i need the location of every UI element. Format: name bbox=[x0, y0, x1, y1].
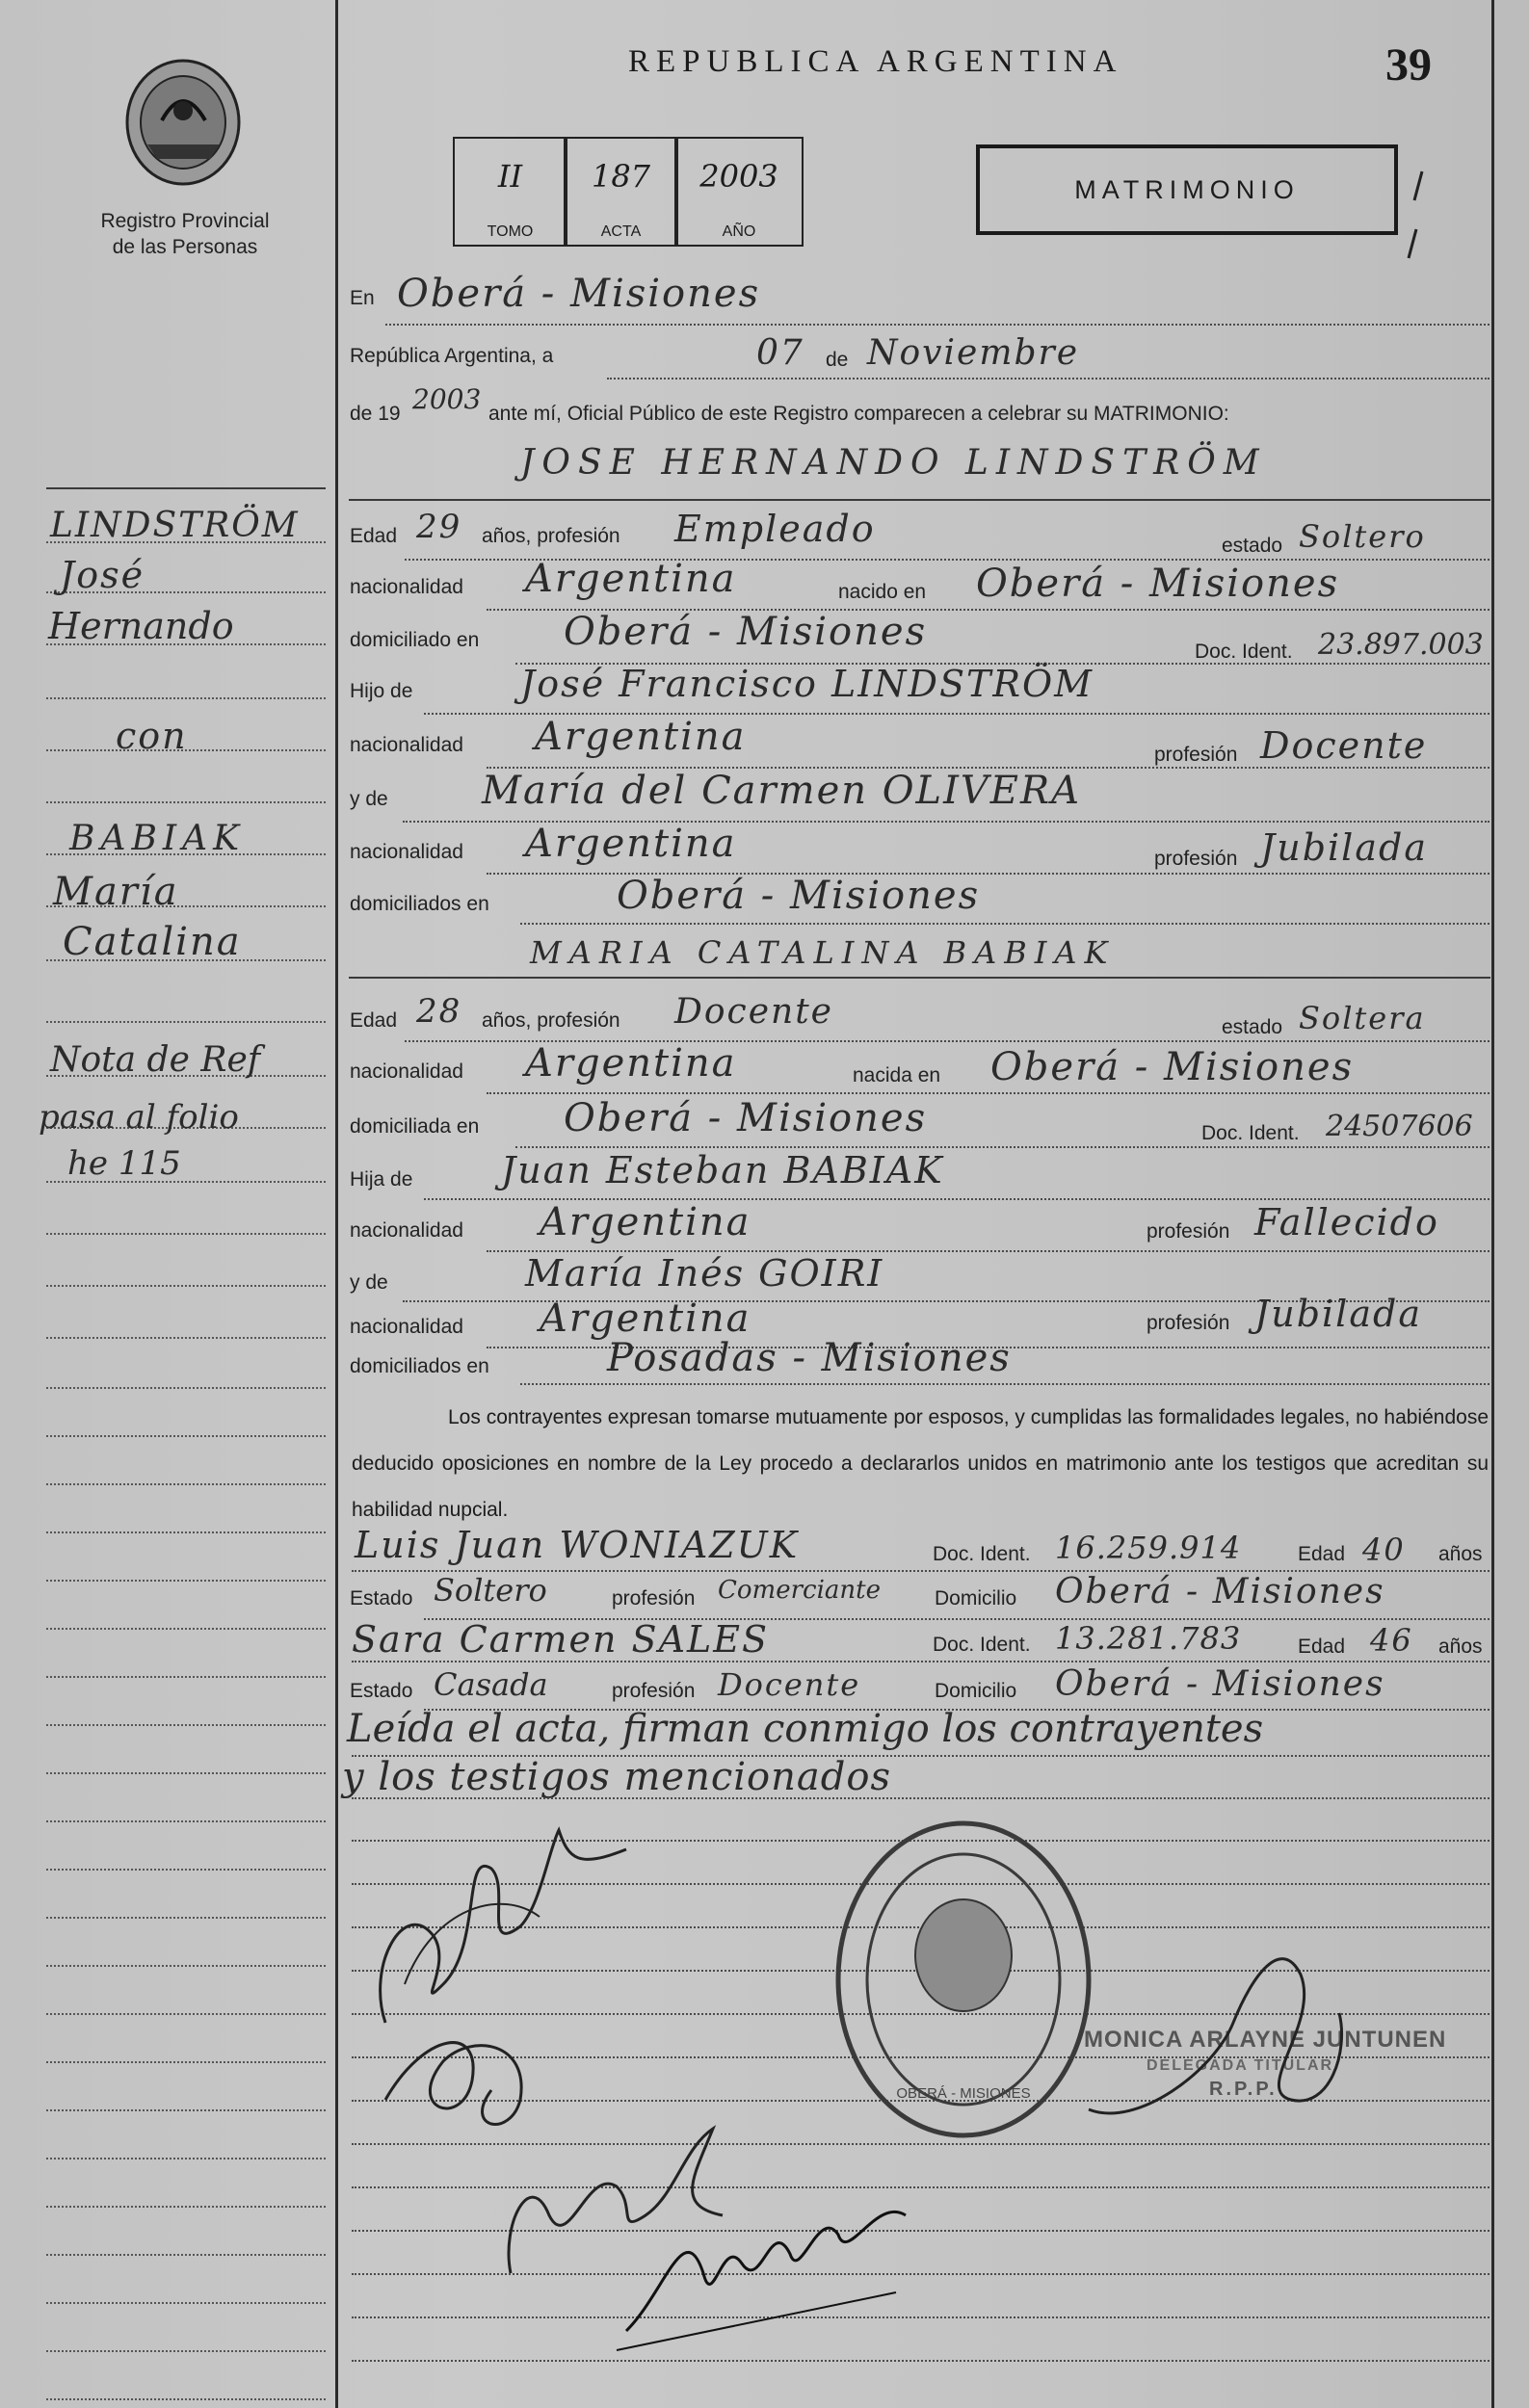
stamp-place: OBERÁ - MISIONES bbox=[896, 2085, 1031, 2102]
officer-title: DELEGADA TITULAR bbox=[1147, 2057, 1334, 2074]
witness2-age-label: Edad bbox=[1298, 1636, 1346, 1658]
acta-value: 187 bbox=[591, 158, 651, 195]
left-column-rule bbox=[335, 0, 338, 2408]
margin-groom-given1: José bbox=[60, 554, 145, 596]
officer-org: R.P.P. bbox=[1209, 2079, 1278, 2100]
bride-parents-dom-label: domiciliados en bbox=[350, 1355, 489, 1377]
groom-father-nat-label: nacionalidad bbox=[350, 734, 463, 756]
witness1-doc-label: Doc. Ident. bbox=[933, 1543, 1031, 1565]
bride-father-label: Hija de bbox=[350, 1168, 413, 1191]
bride-mother-label: y de bbox=[350, 1271, 388, 1294]
witness2-age-unit: años bbox=[1438, 1636, 1483, 1658]
signature-officer bbox=[1060, 1917, 1378, 2167]
bride-age: 28 bbox=[416, 992, 462, 1031]
acta-label: ACTA bbox=[600, 223, 642, 240]
witness1-age: 40 bbox=[1362, 1531, 1406, 1568]
groom-father-label: Hijo de bbox=[350, 680, 413, 702]
groom-father: José Francisco LINDSTRÖM bbox=[520, 663, 1094, 705]
witness2-doc: 13.281.783 bbox=[1055, 1620, 1242, 1657]
bride-profession-label: años, profesión bbox=[482, 1009, 620, 1032]
groom-profession: Empleado bbox=[674, 508, 876, 550]
officer-name: MONICA ARLAYNE JUNTUNEN bbox=[1084, 2027, 1447, 2053]
witness2-status-label: Estado bbox=[350, 1680, 413, 1702]
groom-nationality-label: nacionalidad bbox=[350, 576, 463, 598]
tomo-cell bbox=[453, 137, 567, 247]
tomo-label: TOMO bbox=[487, 223, 534, 240]
groom-mother-prof-label: profesión bbox=[1154, 848, 1238, 870]
bride-father-nat: Argentina bbox=[540, 1200, 751, 1244]
groom-status: Soltero bbox=[1299, 518, 1426, 555]
witness2-name: Sara Carmen SALES bbox=[352, 1618, 770, 1661]
registry-name-line1: Registro Provincial bbox=[100, 210, 270, 232]
groom-age-label: Edad bbox=[350, 525, 398, 547]
bride-age-label: Edad bbox=[350, 1009, 398, 1032]
margin-note-line2: pasa al folio bbox=[39, 1098, 239, 1137]
margin-bride-given1: María bbox=[53, 870, 179, 914]
bride-domicile-label: domiciliada en bbox=[350, 1115, 480, 1138]
page-number: 39 bbox=[1385, 39, 1432, 91]
anio-label: AÑO bbox=[722, 223, 756, 240]
witness1-doc: 16.259.914 bbox=[1055, 1530, 1242, 1566]
witness2-status: Casada bbox=[434, 1666, 548, 1703]
year-prefix: de 19 bbox=[350, 403, 401, 425]
witness1-domicile: Oberá - Misiones bbox=[1055, 1572, 1385, 1611]
signature-witness2 bbox=[607, 2177, 925, 2369]
intro-day: 07 bbox=[756, 333, 804, 373]
witness2-domicile: Oberá - Misiones bbox=[1055, 1664, 1385, 1704]
witness2-profession: Docente bbox=[718, 1666, 861, 1703]
witness2-doc-label: Doc. Ident. bbox=[933, 1634, 1031, 1656]
country-title: REPUBLICA ARGENTINA bbox=[628, 44, 1123, 79]
witness1-status-label: Estado bbox=[350, 1587, 413, 1610]
groom-father-prof-label: profesión bbox=[1154, 744, 1238, 766]
margin-note-line3: he 115 bbox=[67, 1144, 181, 1183]
republica-label: República Argentina, a bbox=[350, 345, 554, 367]
intro-place: Oberá - Misiones bbox=[397, 272, 761, 316]
groom-doc: 23.897.003 bbox=[1318, 628, 1484, 662]
witness1-age-label: Edad bbox=[1298, 1543, 1346, 1565]
groom-mother-label: y de bbox=[350, 788, 388, 810]
bride-mother-prof-label: profesión bbox=[1147, 1312, 1230, 1334]
check-marks bbox=[1395, 162, 1434, 268]
bride-father: Juan Esteban BABIAK bbox=[501, 1149, 944, 1191]
groom-father-nat: Argentina bbox=[535, 715, 747, 759]
margin-groom-surname: LINDSTRÖM bbox=[50, 506, 300, 545]
groom-age: 29 bbox=[416, 508, 462, 546]
margin-note-line1: Nota de Ref bbox=[50, 1040, 261, 1080]
groom-profession-label: años, profesión bbox=[482, 525, 620, 547]
coat-of-arms-icon bbox=[123, 53, 244, 188]
bride-born: Oberá - Misiones bbox=[990, 1045, 1355, 1089]
tomo-value: II bbox=[497, 158, 523, 195]
witness1-status: Soltero bbox=[434, 1572, 547, 1609]
witness2-domicile-label: Domicilio bbox=[935, 1680, 1017, 1702]
bride-mother-nat-label: nacionalidad bbox=[350, 1316, 463, 1338]
groom-mother: María del Carmen OLIVERA bbox=[482, 769, 1081, 813]
witness1-name: Luis Juan WONIAZUK bbox=[355, 1524, 800, 1566]
witness1-profession: Comerciante bbox=[718, 1576, 881, 1605]
margin-bride-surname: BABIAK bbox=[69, 819, 246, 858]
closing-note-line1: Leída el acta, firman conmigo los contrayentes bbox=[347, 1707, 1264, 1751]
bride-parents-dom: Posadas - Misiones bbox=[607, 1336, 1012, 1380]
anio-value: 2003 bbox=[699, 158, 778, 195]
acta-cell bbox=[564, 137, 678, 247]
registry-name-line2: de las Personas bbox=[112, 236, 258, 258]
bride-status-label: estado bbox=[1222, 1016, 1283, 1038]
groom-mother-nat: Argentina bbox=[525, 822, 737, 866]
groom-domicile: Oberá - Misiones bbox=[564, 610, 928, 654]
groom-parents-dom-label: domiciliados en bbox=[350, 893, 489, 915]
witness2-profession-label: profesión bbox=[612, 1680, 696, 1702]
margin-connector: con bbox=[116, 715, 188, 757]
bride-profession: Docente bbox=[674, 992, 833, 1032]
groom-parents-dom: Oberá - Misiones bbox=[617, 874, 981, 918]
margin-groom-given2: Hernando bbox=[48, 605, 234, 647]
declaration-text: Los contrayentes expresan tomarse mutuamente por esposos, y cumplidas las formalidades legales, no habiéndose deducido oposiciones en nombre de la Ley procedo a declararlos unidos en matrimonio ante los testigos que acreditan su habilidad nupcial. bbox=[352, 1406, 1489, 1521]
bride-doc-label: Doc. Ident. bbox=[1201, 1122, 1300, 1144]
groom-doc-label: Doc. Ident. bbox=[1195, 641, 1293, 663]
witness1-domicile-label: Domicilio bbox=[935, 1587, 1017, 1610]
groom-full-name: JOSE HERNANDO LINDSTRÖM bbox=[520, 443, 1267, 483]
anio-cell bbox=[674, 137, 804, 247]
margin-bride-given2: Catalina bbox=[63, 920, 242, 964]
groom-mother-prof: Jubilada bbox=[1260, 826, 1428, 869]
groom-born: Oberá - Misiones bbox=[976, 562, 1340, 606]
groom-domicile-label: domiciliado en bbox=[350, 629, 480, 651]
groom-status-label: estado bbox=[1222, 535, 1283, 557]
bride-mother: María Inés GOIRI bbox=[525, 1252, 884, 1295]
groom-born-label: nacido en bbox=[838, 581, 927, 603]
bride-nationality: Argentina bbox=[525, 1041, 737, 1086]
groom-mother-nat-label: nacionalidad bbox=[350, 841, 463, 863]
bride-mother-prof: Jubilada bbox=[1254, 1293, 1422, 1335]
witness2-age: 46 bbox=[1370, 1622, 1413, 1659]
de-label: de bbox=[826, 349, 849, 371]
bride-father-nat-label: nacionalidad bbox=[350, 1219, 463, 1242]
bride-born-label: nacida en bbox=[853, 1064, 941, 1086]
intro-month: Noviembre bbox=[867, 333, 1080, 373]
right-column-rule bbox=[1491, 0, 1494, 2408]
act-type-box bbox=[976, 144, 1398, 235]
bride-nationality-label: nacionalidad bbox=[350, 1060, 463, 1083]
bride-status: Soltera bbox=[1299, 1000, 1426, 1036]
witness1-profession-label: profesión bbox=[612, 1587, 696, 1610]
bride-mother-nat: Argentina bbox=[540, 1296, 751, 1341]
en-label: En bbox=[350, 287, 375, 309]
closing-note-line2: y los testigos mencionados bbox=[342, 1755, 891, 1799]
intro-statement: ante mí, Oficial Público de este Registro comparecen a celebrar su MATRIMONIO: bbox=[488, 403, 1229, 425]
intro-year: 2003 bbox=[412, 383, 482, 415]
bride-father-prof-label: profesión bbox=[1147, 1220, 1230, 1243]
bride-doc: 24507606 bbox=[1326, 1110, 1473, 1143]
act-type-label: MATRIMONIO bbox=[1074, 174, 1300, 204]
bride-father-prof: Fallecido bbox=[1254, 1201, 1439, 1243]
witness1-age-unit: años bbox=[1438, 1543, 1483, 1565]
groom-father-prof: Docente bbox=[1260, 724, 1428, 767]
bride-domicile: Oberá - Misiones bbox=[564, 1096, 928, 1140]
bride-full-name: MARIA CATALINA BABIAK bbox=[530, 934, 1116, 971]
groom-nationality: Argentina bbox=[525, 557, 737, 601]
